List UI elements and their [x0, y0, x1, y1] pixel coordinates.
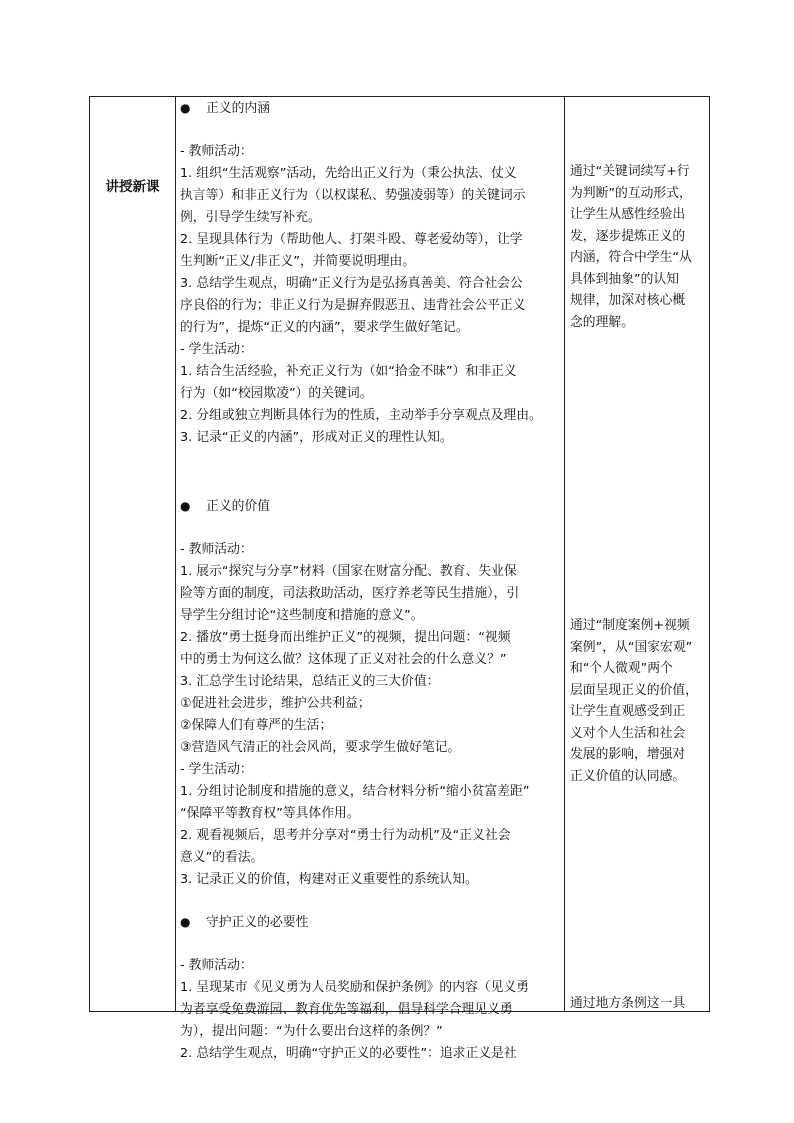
- text-line: 为），提出问题：“为什么要出台这样的条例？”: [180, 1024, 443, 1039]
- text-line: 1. 结合生活经验，补充正义行为（如“拾金不昧”）和非正义: [180, 364, 517, 379]
- text-line: ②保障人们有尊严的生活；: [180, 718, 333, 733]
- section-heading: ● 守护正义的必要性: [180, 911, 562, 933]
- text-line: ①促进社会进步，维护公共利益；: [180, 696, 371, 711]
- teacher-activity-heading: - 教师活动：: [180, 958, 253, 973]
- text-line: 序良俗的行为；非正义行为是摒弃假恶丑、违背社会公平正义: [180, 298, 526, 313]
- text-line: 2. 总结学生观点，明确“守护正义的必要性”：追求正义是社: [180, 1046, 517, 1061]
- text-line: 行为（如“校园欺凌”）的关键词。: [180, 386, 373, 401]
- column-divider: [175, 97, 176, 1011]
- text-line: 1. 分组讨论制度和措施的意义，结合材料分析“缩小贫富差距”: [180, 784, 530, 799]
- text-line: 1. 呈现某市《见义勇为人员奖励和保护条例》的内容（见义勇: [180, 980, 529, 995]
- text-line: 1. 展示“探究与分享”材料（国家在财富分配、教育、失业保: [180, 564, 517, 579]
- section-heading: ● 正义的内涵: [180, 97, 562, 119]
- text-line: 2. 呈现具体行为（帮助他人、打架斗殴、尊老爱幼等），让学: [180, 232, 523, 247]
- text-line: 的行为”，提炼“正义的内涵”，要求学生做好笔记。: [180, 320, 469, 335]
- text-line: 导学生分组讨论“这些制度和措施的意义”。: [180, 608, 424, 623]
- text-line: 3. 记录“正义的内涵”，形成对正义的理性认知。: [180, 430, 453, 445]
- text-line: “保障平等教育权”等具体作用。: [180, 806, 360, 821]
- text-line: 为者享受免费游园、教育优先等福利，倡导科学合理见义勇: [180, 1002, 513, 1017]
- section-heading: ● 正义的价值: [180, 495, 562, 517]
- design-note-3: 通过地方条例这一具: [570, 996, 686, 1011]
- text-line: 2. 分组或独立判断具体行为的性质，主动举手分享观点及理由。: [180, 408, 542, 423]
- text-line: 执言等）和非正义行为（以权谋私、势强凌弱等）的关键词示: [180, 188, 526, 203]
- column-divider: [564, 97, 565, 1011]
- text-line: 中的勇士为何这么做？这体现了正义对社会的什么意义？”: [180, 652, 507, 667]
- lesson-plan-table: [89, 96, 710, 1061]
- text-line: 意义”的看法。: [180, 850, 264, 865]
- text-line: 3. 总结学生观点，明确“正义行为是弘扬真善美、符合社会公: [180, 276, 523, 291]
- text-line: 例，引导学生续写补充。: [180, 210, 321, 225]
- text-line: 险等方面的制度，司法救助活动，医疗养老等民生措施），引: [180, 586, 520, 601]
- teacher-activity-heading: - 教师活动：: [180, 542, 253, 557]
- text-line: 3. 汇总学生讨论结果，总结正义的三大价值：: [180, 674, 440, 689]
- student-activity-heading: - 学生活动：: [180, 342, 253, 357]
- design-note-2: 通过“制度案例+视频 案例”，从“国家宏观” 和“个人微观”两个 层面呈现正义的价值， 让学生直观感受到正 义对个人生活和社会 发展的影响，增强对 正义价值的认同感。: [570, 618, 698, 784]
- text-line: 2. 观看视频后，思考并分享对“勇士行为动机”及“正义社会: [180, 828, 511, 843]
- text-line: ③营造风气清正的社会风尚，要求学生做好笔记。: [180, 740, 461, 755]
- student-activity-heading: - 学生活动：: [180, 762, 253, 777]
- text-line: 3. 记录正义的价值，构建对正义重要性的系统认知。: [180, 872, 478, 887]
- bullet-icon: ●: [180, 101, 191, 115]
- row-label: 讲授新课: [105, 179, 160, 195]
- bullet-icon: ●: [180, 915, 191, 929]
- text-line: 2. 播放“勇士挺身而出维护正义”的视频，提出问题：“视频: [180, 630, 511, 645]
- activity-content: [180, 97, 562, 1065]
- teacher-activity-heading: - 教师活动：: [180, 144, 253, 159]
- text-line: 1. 组织“生活观察”活动，先给出正义行为（秉公执法、仗义: [180, 166, 517, 181]
- bullet-icon: ●: [180, 499, 191, 513]
- text-line: 生判断“正义/非正义”，并简要说明理由。: [180, 254, 416, 269]
- design-note-1: 通过“关键词续写+行 为判断”的互动形式， 让学生从感性经验出 发，逐步提炼正义的 内涵，符合中学生“从 具体到抽象”的认知 规律，加深对核心概 念的理解。: [570, 164, 692, 330]
